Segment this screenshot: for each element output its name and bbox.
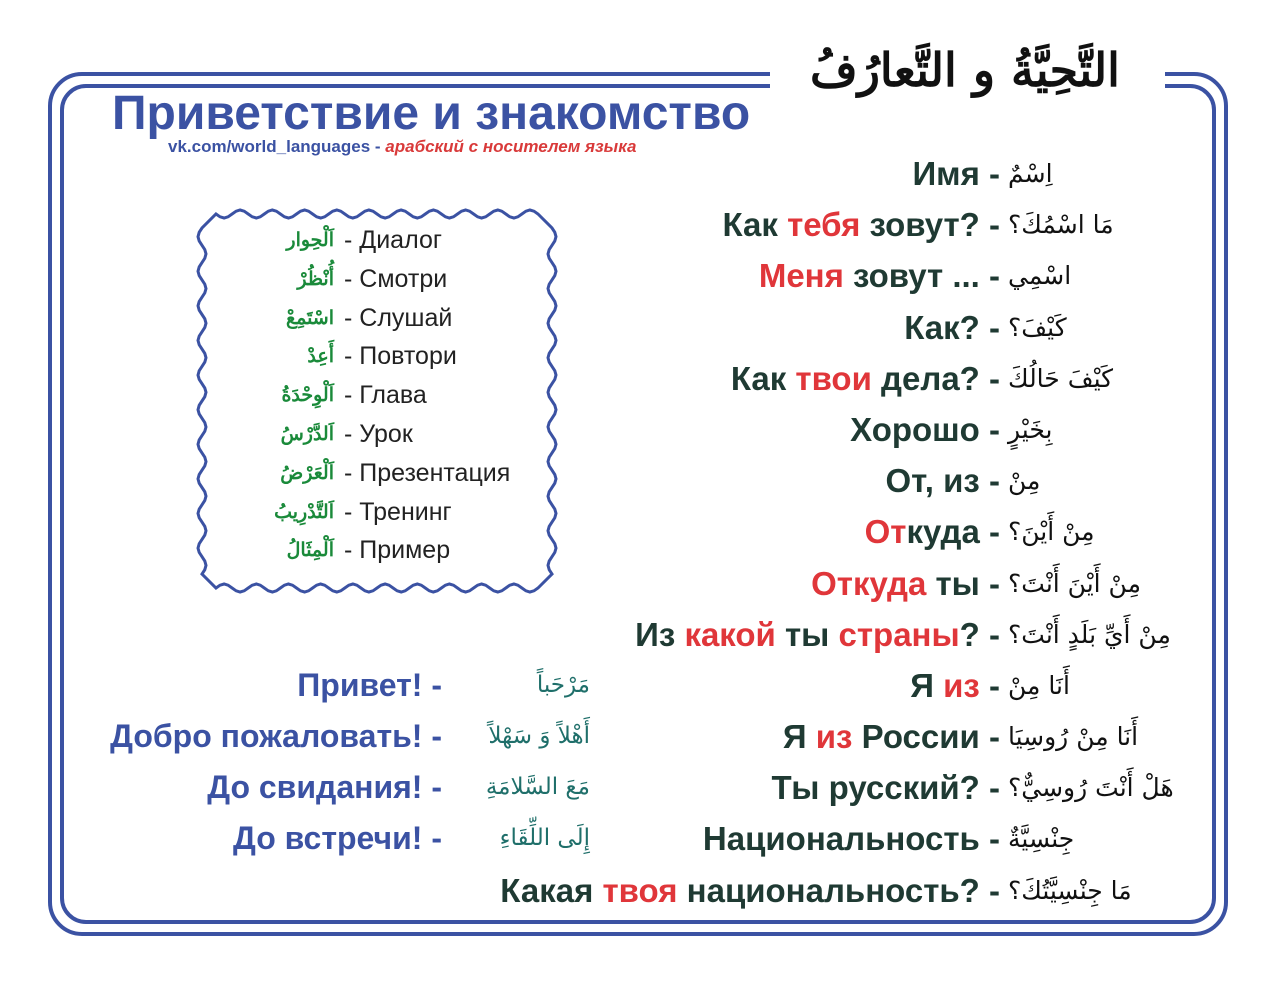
phrase-arabic: مِنْ أَيِّ بَلَدٍ أَنْتَ؟ (1008, 619, 1171, 649)
phrase-arabic: كَيْفَ حَالُكَ (1008, 363, 1114, 393)
phrase-arabic: اِسْمٌ (1008, 159, 1053, 188)
phrase-text: Из (635, 615, 685, 653)
phrase-text: Как (722, 206, 788, 244)
subtitle-link: vk.com/world_languages - (168, 137, 386, 156)
phrase-row (440, 148, 1200, 199)
phrase-text: Национальность - (702, 820, 1000, 858)
greeting-row (70, 762, 590, 813)
phrase-russian (723, 199, 1001, 250)
subtitle-text: арабский с носителем языка (385, 137, 637, 156)
greeting-row (70, 711, 590, 762)
phrase-highlight: из (815, 718, 853, 756)
phrase-russian (759, 250, 1000, 301)
phrase-row (440, 506, 1200, 557)
phrase-text: Имя - (912, 155, 1000, 192)
phrase-text: зовут ... - (843, 257, 1000, 295)
phrase-text: Ты русский? - (771, 769, 1000, 807)
greeting-row (70, 660, 590, 711)
vocab-russian: - Урок (344, 419, 413, 448)
phrase-highlight: из (943, 666, 980, 704)
phrase-highlight: страны (838, 615, 960, 653)
phrase-text: - (979, 666, 1000, 704)
phrase-arabic: مِنْ أَيْنَ أَنْتَ؟ (1008, 568, 1141, 598)
phrase-highlight: тебя (787, 206, 861, 244)
phrase-arabic: أَنَا مِنْ رُوسِيَا (1008, 722, 1139, 752)
phrase-russian (772, 762, 1000, 813)
vocab-arabic: اَلْعَرْضُ (280, 461, 334, 484)
phrase-highlight: Меня (758, 257, 844, 295)
phrase-russian (912, 148, 1000, 199)
vocab-russian: - Презентация (344, 458, 511, 487)
phrase-russian (885, 455, 1000, 506)
phrase-arabic: مَا جِنْسِيَّتُكَ؟ (1008, 875, 1132, 905)
phrase-row (440, 865, 1200, 916)
phrase-row (440, 558, 1200, 609)
phrase-text: Как? - (904, 308, 1000, 346)
greeting-arabic: أَهْلاً وَ سَهْلاً (488, 723, 590, 749)
greeting-russian: Привет! - (297, 667, 442, 703)
phrase-row (440, 455, 1200, 506)
vocab-arabic: اَلْحِوار (286, 229, 334, 251)
phrase-arabic: هَلْ أَنْتَ رُوسِيٌّ؟ (1008, 773, 1174, 803)
phrase-arabic: كَيْفَ؟ (1008, 312, 1067, 342)
greeting-arabic: مَعَ السَّلامَةِ (485, 774, 590, 800)
vocab-russian: - Пример (344, 536, 451, 565)
phrase-row (440, 609, 1200, 660)
phrase-text: куда - (906, 513, 1000, 551)
phrase-russian (865, 506, 1000, 557)
phrase-russian (500, 865, 1000, 916)
phrase-text: Хорошо - (850, 410, 1000, 448)
phrase-row (440, 302, 1200, 353)
phrase-russian (811, 558, 1000, 609)
phrase-russian (904, 302, 1000, 353)
phrase-text: ты - (926, 564, 1000, 602)
phrase-russian (703, 813, 1000, 864)
vocab-arabic: اسْتَمِعْ (285, 306, 334, 329)
phrase-text: ? - (959, 615, 1000, 653)
phrase-text: национальность? - (677, 871, 1000, 909)
phrase-text: ты (775, 615, 839, 653)
phrase-russian (783, 711, 1000, 762)
phrase-arabic: أَنَا مِنْ (1008, 670, 1070, 700)
phrase-text: От, из - (885, 462, 1000, 500)
phrase-russian (635, 609, 1000, 660)
vocab-arabic: أُنْظُرْ (297, 267, 334, 290)
phrase-russian (731, 353, 1000, 404)
phrase-arabic: جِنْسِيَّةٌ (1008, 824, 1075, 854)
vocab-russian: - Смотри (344, 264, 448, 293)
phrase-arabic: مَا اسْمُكَ؟ (1008, 210, 1114, 240)
phrase-highlight: твои (795, 359, 872, 397)
greeting-russian: До встречи! - (233, 820, 442, 856)
phrase-highlight: Откуда (811, 564, 927, 602)
vocab-arabic: اَلدَّرْسُ (280, 422, 334, 445)
phrase-row (440, 353, 1200, 404)
vocab-russian: - Диалог (344, 226, 442, 254)
vocab-russian: - Повтори (344, 342, 457, 371)
phrase-highlight: какой (684, 615, 776, 653)
phrase-arabic: بِخَيْرٍ (1008, 414, 1053, 444)
vocab-arabic: اَلتَّدْرِيبُ (274, 500, 334, 523)
phrase-text: Я (910, 666, 944, 704)
greeting-list (70, 660, 590, 864)
phrase-text: России - (852, 718, 1000, 756)
arabic-title: التَّحِيَّةُ و التَّعارُفُ (810, 43, 1120, 97)
greeting-arabic: إِلَى اللِّقَاءِ (499, 825, 590, 851)
phrase-highlight: От (864, 513, 907, 551)
greeting-russian: До свидания! - (207, 769, 442, 805)
phrase-arabic: اسْمِي (1008, 261, 1072, 291)
phrase-row (440, 199, 1200, 250)
phrase-row (440, 404, 1200, 455)
vocab-russian: - Тренинг (344, 497, 452, 526)
vocab-arabic: اَلْوِحْدَةُ (281, 384, 334, 407)
phrase-text: зовут? - (860, 206, 1000, 244)
phrase-arabic: مِنْ (1008, 466, 1041, 496)
vocab-russian: - Слушай (344, 303, 453, 332)
phrase-russian (850, 404, 1000, 455)
vocab-russian: - Глава (344, 381, 427, 410)
vocab-arabic: اَلْمِثَالُ (286, 539, 334, 562)
phrase-highlight: твоя (602, 871, 678, 909)
phrase-russian (910, 660, 1000, 711)
vocab-arabic: أَعِدْ (307, 345, 334, 368)
phrase-text: Я (782, 718, 816, 756)
phrase-row (440, 250, 1200, 301)
page-title: Приветствие и знакомство (112, 87, 751, 140)
phrase-text: Какая (500, 871, 603, 909)
phrase-arabic: مِنْ أَيْنَ؟ (1008, 517, 1095, 547)
phrase-text: Как (730, 359, 796, 397)
greeting-russian: Добро пожаловать! - (110, 718, 442, 754)
phrase-text: дела? - (871, 359, 1000, 397)
greeting-arabic: مَرْحَباً (536, 672, 590, 698)
greeting-row (70, 813, 590, 864)
